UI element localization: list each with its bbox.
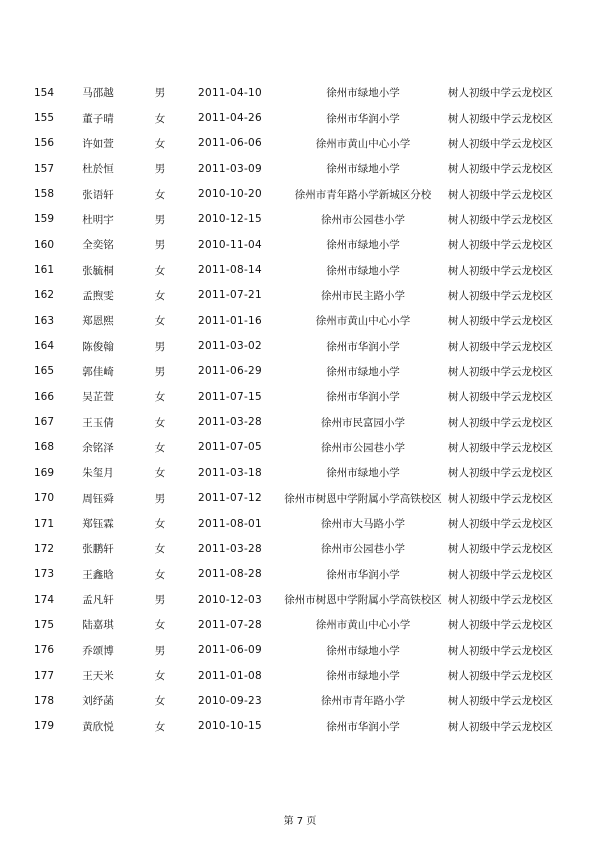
birth-date: 2011-07-21 bbox=[197, 289, 263, 302]
destination-school: 树人初级中学云龙校区 bbox=[448, 543, 553, 556]
row-number: 161 bbox=[34, 264, 55, 277]
destination-school: 树人初级中学云龙校区 bbox=[448, 213, 553, 226]
row-number: 163 bbox=[34, 314, 55, 327]
student-name: 陈俊翰 bbox=[82, 340, 114, 353]
table-row bbox=[0, 511, 600, 536]
table-row bbox=[0, 714, 600, 739]
primary-school: 徐州市绿地小学 bbox=[326, 239, 400, 252]
destination-school: 树人初级中学云龙校区 bbox=[448, 112, 553, 125]
student-gender: 男 bbox=[154, 365, 166, 378]
row-number: 157 bbox=[34, 162, 55, 175]
table-row bbox=[0, 612, 600, 637]
destination-school: 树人初级中学云龙校区 bbox=[448, 289, 553, 302]
row-number: 171 bbox=[34, 517, 55, 530]
primary-school: 徐州市公园巷小学 bbox=[321, 441, 405, 454]
table-row bbox=[0, 460, 600, 485]
destination-school: 树人初级中学云龙校区 bbox=[448, 518, 553, 531]
destination-school: 树人初级中学云龙校区 bbox=[448, 568, 553, 581]
row-number: 165 bbox=[34, 365, 55, 378]
student-name: 朱玺月 bbox=[82, 467, 114, 480]
destination-school: 树人初级中学云龙校区 bbox=[448, 644, 553, 657]
primary-school: 徐州市公园巷小学 bbox=[321, 213, 405, 226]
primary-school: 徐州市华润小学 bbox=[326, 568, 400, 581]
row-number: 175 bbox=[34, 618, 55, 631]
student-gender: 男 bbox=[154, 163, 166, 176]
row-number: 174 bbox=[34, 593, 55, 606]
student-name: 张语轩 bbox=[82, 188, 114, 201]
student-name: 杜於恒 bbox=[82, 163, 114, 176]
student-name: 刘纾菡 bbox=[82, 695, 114, 708]
destination-school: 树人初级中学云龙校区 bbox=[448, 315, 553, 328]
destination-school: 树人初级中学云龙校区 bbox=[448, 441, 553, 454]
primary-school: 徐州市绿地小学 bbox=[326, 365, 400, 378]
student-gender: 男 bbox=[154, 492, 166, 505]
row-number: 160 bbox=[34, 238, 55, 251]
birth-date: 2011-01-16 bbox=[197, 314, 263, 327]
row-number: 176 bbox=[34, 644, 55, 657]
student-name: 乔颂博 bbox=[82, 644, 114, 657]
primary-school: 徐州市华润小学 bbox=[326, 112, 400, 125]
destination-school: 树人初级中学云龙校区 bbox=[448, 619, 553, 632]
student-gender: 女 bbox=[154, 264, 166, 277]
birth-date: 2011-08-14 bbox=[197, 264, 263, 277]
primary-school: 徐州市绿地小学 bbox=[326, 670, 400, 683]
row-number: 177 bbox=[34, 669, 55, 682]
table-row bbox=[0, 232, 600, 257]
student-gender: 女 bbox=[154, 137, 166, 150]
primary-school: 徐州市民主路小学 bbox=[321, 289, 405, 302]
student-gender: 男 bbox=[154, 340, 166, 353]
primary-school: 徐州市绿地小学 bbox=[326, 644, 400, 657]
primary-school: 徐州市民富园小学 bbox=[321, 416, 405, 429]
student-gender: 女 bbox=[154, 391, 166, 404]
destination-school: 树人初级中学云龙校区 bbox=[448, 340, 553, 353]
student-name: 郑钰霖 bbox=[82, 518, 114, 531]
student-gender: 男 bbox=[154, 87, 166, 100]
student-gender: 女 bbox=[154, 568, 166, 581]
birth-date: 2011-03-28 bbox=[197, 416, 263, 429]
table-row bbox=[0, 131, 600, 156]
birth-date: 2011-04-26 bbox=[197, 112, 263, 125]
row-number: 168 bbox=[34, 441, 55, 454]
table-row bbox=[0, 409, 600, 434]
primary-school: 徐州市华润小学 bbox=[326, 391, 400, 404]
birth-date: 2011-06-29 bbox=[197, 365, 263, 378]
birth-date: 2011-08-01 bbox=[197, 517, 263, 530]
primary-school: 徐州市树恩中学附属小学高铁校区 bbox=[284, 492, 442, 505]
destination-school: 树人初级中学云龙校区 bbox=[448, 594, 553, 607]
destination-school: 树人初级中学云龙校区 bbox=[448, 87, 553, 100]
birth-date: 2010-09-23 bbox=[197, 694, 263, 707]
primary-school: 徐州市黄山中心小学 bbox=[315, 315, 411, 328]
row-number: 164 bbox=[34, 340, 55, 353]
row-number: 166 bbox=[34, 390, 55, 403]
destination-school: 树人初级中学云龙校区 bbox=[448, 391, 553, 404]
student-name: 王玉倩 bbox=[82, 416, 114, 429]
table-row bbox=[0, 359, 600, 384]
student-name: 吴芷萱 bbox=[82, 391, 114, 404]
student-name: 董子晴 bbox=[82, 112, 114, 125]
birth-date: 2011-06-06 bbox=[197, 137, 263, 150]
row-number: 167 bbox=[34, 416, 55, 429]
student-name: 许如萱 bbox=[82, 137, 114, 150]
table-row bbox=[0, 105, 600, 130]
student-gender: 女 bbox=[154, 619, 166, 632]
row-number: 158 bbox=[34, 188, 55, 201]
row-number: 172 bbox=[34, 542, 55, 555]
table-row bbox=[0, 486, 600, 511]
primary-school: 徐州市青年路小学新城区分校 bbox=[294, 188, 432, 201]
primary-school: 徐州市树恩中学附属小学高铁校区 bbox=[284, 594, 442, 607]
table-row bbox=[0, 257, 600, 282]
birth-date: 2011-08-28 bbox=[197, 568, 263, 581]
birth-date: 2011-03-28 bbox=[197, 542, 263, 555]
birth-date: 2011-07-15 bbox=[197, 390, 263, 403]
primary-school: 徐州市华润小学 bbox=[326, 340, 400, 353]
table-row bbox=[0, 638, 600, 663]
row-number: 162 bbox=[34, 289, 55, 302]
student-gender: 女 bbox=[154, 720, 166, 733]
page-number: 第 7 页 bbox=[283, 816, 317, 827]
student-gender: 女 bbox=[154, 416, 166, 429]
destination-school: 树人初级中学云龙校区 bbox=[448, 264, 553, 277]
row-number: 169 bbox=[34, 466, 55, 479]
student-gender: 女 bbox=[154, 289, 166, 302]
birth-date: 2010-10-20 bbox=[197, 188, 263, 201]
destination-school: 树人初级中学云龙校区 bbox=[448, 188, 553, 201]
destination-school: 树人初级中学云龙校区 bbox=[448, 720, 553, 733]
student-name: 杜明宇 bbox=[82, 213, 114, 226]
student-gender: 女 bbox=[154, 695, 166, 708]
birth-date: 2011-03-02 bbox=[197, 340, 263, 353]
student-name: 马邵越 bbox=[82, 87, 114, 100]
student-gender: 男 bbox=[154, 644, 166, 657]
student-name: 孟煦雯 bbox=[82, 289, 114, 302]
destination-school: 树人初级中学云龙校区 bbox=[448, 467, 553, 480]
birth-date: 2011-07-05 bbox=[197, 441, 263, 454]
birth-date: 2011-03-18 bbox=[197, 466, 263, 479]
primary-school: 徐州市黄山中心小学 bbox=[315, 619, 411, 632]
table-row bbox=[0, 688, 600, 713]
birth-date: 2010-10-15 bbox=[197, 720, 263, 733]
birth-date: 2010-12-15 bbox=[197, 213, 263, 226]
table-row bbox=[0, 156, 600, 181]
student-gender: 女 bbox=[154, 467, 166, 480]
primary-school: 徐州市青年路小学 bbox=[321, 695, 405, 708]
birth-date: 2010-11-04 bbox=[197, 238, 263, 251]
row-number: 173 bbox=[34, 568, 55, 581]
student-name: 黄欣悦 bbox=[82, 720, 114, 733]
destination-school: 树人初级中学云龙校区 bbox=[448, 365, 553, 378]
roster-body bbox=[0, 80, 600, 739]
birth-date: 2011-07-12 bbox=[197, 492, 263, 505]
birth-date: 2011-06-09 bbox=[197, 644, 263, 657]
row-number: 155 bbox=[34, 112, 55, 125]
student-name: 张毓桐 bbox=[82, 264, 114, 277]
student-name: 王天米 bbox=[82, 670, 114, 683]
table-row bbox=[0, 283, 600, 308]
table-row bbox=[0, 562, 600, 587]
primary-school: 徐州市绿地小学 bbox=[326, 264, 400, 277]
destination-school: 树人初级中学云龙校区 bbox=[448, 670, 553, 683]
table-row bbox=[0, 181, 600, 206]
student-gender: 男 bbox=[154, 239, 166, 252]
primary-school: 徐州市黄山中心小学 bbox=[315, 137, 411, 150]
row-number: 156 bbox=[34, 137, 55, 150]
student-roster-table bbox=[0, 80, 600, 739]
student-gender: 男 bbox=[154, 594, 166, 607]
student-name: 王鑫晗 bbox=[82, 568, 114, 581]
table-row bbox=[0, 333, 600, 358]
student-gender: 男 bbox=[154, 213, 166, 226]
table-row bbox=[0, 207, 600, 232]
table-row bbox=[0, 587, 600, 612]
student-name: 全奕铭 bbox=[82, 239, 114, 252]
primary-school: 徐州市绿地小学 bbox=[326, 467, 400, 480]
student-name: 张鹏轩 bbox=[82, 543, 114, 556]
student-gender: 女 bbox=[154, 188, 166, 201]
student-gender: 女 bbox=[154, 441, 166, 454]
row-number: 154 bbox=[34, 86, 55, 99]
row-number: 179 bbox=[34, 720, 55, 733]
student-gender: 女 bbox=[154, 518, 166, 531]
birth-date: 2010-12-03 bbox=[197, 593, 263, 606]
destination-school: 树人初级中学云龙校区 bbox=[448, 695, 553, 708]
birth-date: 2011-01-08 bbox=[197, 669, 263, 682]
student-name: 陆嘉琪 bbox=[82, 619, 114, 632]
row-number: 178 bbox=[34, 694, 55, 707]
row-number: 170 bbox=[34, 492, 55, 505]
destination-school: 树人初级中学云龙校区 bbox=[448, 239, 553, 252]
birth-date: 2011-03-09 bbox=[197, 162, 263, 175]
table-row bbox=[0, 663, 600, 688]
student-name: 孟凡轩 bbox=[82, 594, 114, 607]
table-row bbox=[0, 536, 600, 561]
primary-school: 徐州市绿地小学 bbox=[326, 87, 400, 100]
birth-date: 2011-07-28 bbox=[197, 618, 263, 631]
student-gender: 女 bbox=[154, 112, 166, 125]
primary-school: 徐州市大马路小学 bbox=[321, 518, 405, 531]
student-gender: 女 bbox=[154, 670, 166, 683]
destination-school: 树人初级中学云龙校区 bbox=[448, 137, 553, 150]
student-name: 郑恩熙 bbox=[82, 315, 114, 328]
student-name: 余铭泽 bbox=[82, 441, 114, 454]
table-row bbox=[0, 80, 600, 105]
destination-school: 树人初级中学云龙校区 bbox=[448, 416, 553, 429]
table-row bbox=[0, 308, 600, 333]
student-gender: 女 bbox=[154, 543, 166, 556]
primary-school: 徐州市公园巷小学 bbox=[321, 543, 405, 556]
birth-date: 2011-04-10 bbox=[197, 86, 263, 99]
row-number: 159 bbox=[34, 213, 55, 226]
student-name: 周钰舜 bbox=[82, 492, 114, 505]
student-gender: 女 bbox=[154, 315, 166, 328]
table-row bbox=[0, 435, 600, 460]
destination-school: 树人初级中学云龙校区 bbox=[448, 163, 553, 176]
primary-school: 徐州市绿地小学 bbox=[326, 163, 400, 176]
student-name: 郭佳崎 bbox=[82, 365, 114, 378]
destination-school: 树人初级中学云龙校区 bbox=[448, 492, 553, 505]
primary-school: 徐州市华润小学 bbox=[326, 720, 400, 733]
table-row bbox=[0, 384, 600, 409]
